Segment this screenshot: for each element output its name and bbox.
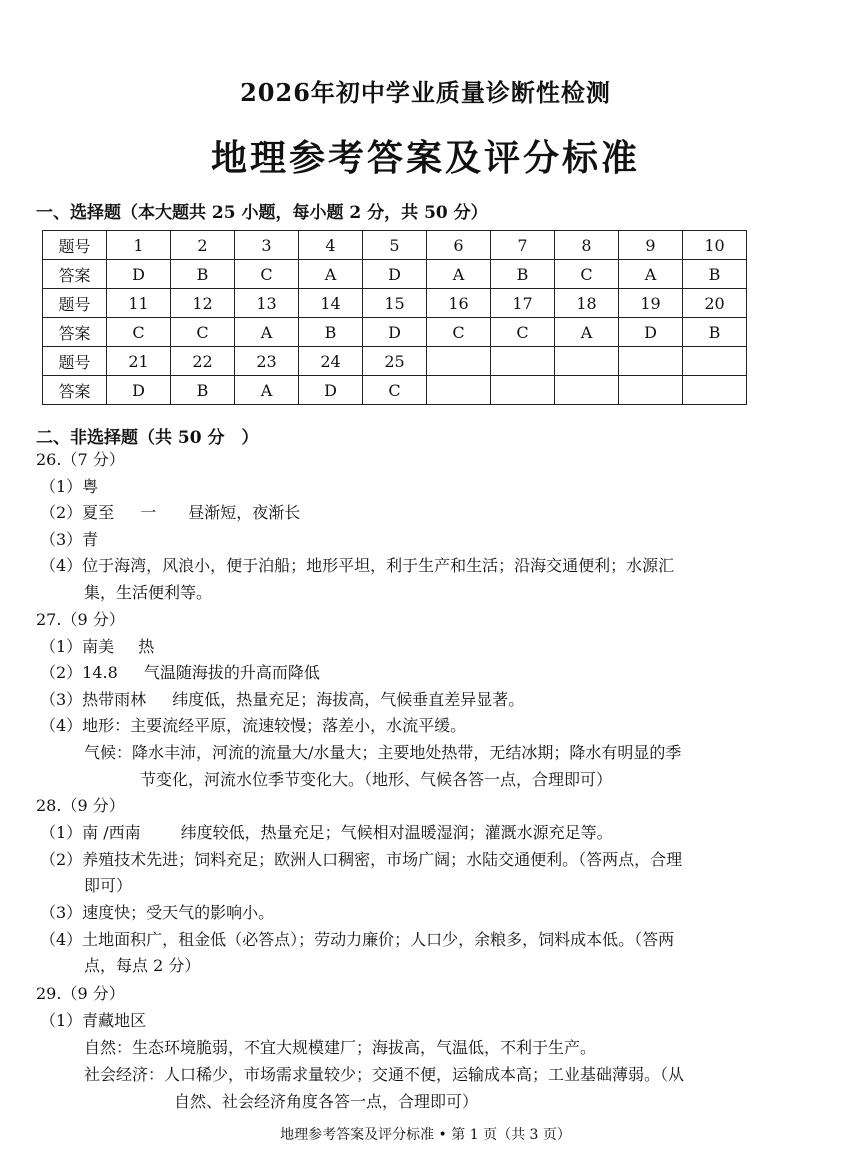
question-cell: 20 bbox=[683, 289, 747, 318]
question-cell: 2 bbox=[171, 231, 235, 260]
exam-title: 2026年初中学业质量诊断性检测 bbox=[240, 78, 611, 107]
answer-cell: B bbox=[491, 260, 555, 289]
answer-cell: C bbox=[171, 318, 235, 347]
answer-cell: A bbox=[555, 318, 619, 347]
question-cell: 14 bbox=[299, 289, 363, 318]
q27-answer-1-part-a: （1）南美 bbox=[40, 637, 115, 656]
question-cell: 19 bbox=[619, 289, 683, 318]
q26-answer-1: （1）粤 bbox=[40, 477, 99, 496]
q27-answer-4-line2: 气候：降水丰沛，河流的流量大/水量大；主要地处热带，无结冰期；降水有明显的季 bbox=[84, 743, 682, 762]
question-cell: 17 bbox=[491, 289, 555, 318]
question-row bbox=[43, 289, 747, 318]
question-cell bbox=[619, 347, 683, 376]
question-row bbox=[43, 231, 747, 260]
question-cell: 16 bbox=[427, 289, 491, 318]
question-cell: 21 bbox=[107, 347, 171, 376]
question-row bbox=[43, 347, 747, 376]
q28-answer-1-part-a: （1）南 /西南 bbox=[40, 823, 141, 842]
answer-cell bbox=[619, 376, 683, 405]
question-cell: 9 bbox=[619, 231, 683, 260]
answer-cell: A bbox=[235, 318, 299, 347]
q27-answer-1-part-b: 热 bbox=[138, 637, 155, 656]
q29-answer-1-social-line1: 社会经济：人口稀少，市场需求量较少；交通不便，运输成本高；工业基础薄弱。（从 bbox=[84, 1065, 685, 1084]
question-row-label: 题号 bbox=[43, 347, 107, 376]
question-cell: 10 bbox=[683, 231, 747, 260]
answer-row bbox=[43, 260, 747, 289]
answer-cell bbox=[427, 376, 491, 405]
answer-row bbox=[43, 376, 747, 405]
q28-answer-3: （3）速度快；受天气的影响小。 bbox=[40, 903, 275, 922]
question-cell: 25 bbox=[363, 347, 427, 376]
question-cell: 23 bbox=[235, 347, 299, 376]
answer-cell: D bbox=[299, 376, 363, 405]
q26-title: 26.（7 分） bbox=[36, 450, 125, 469]
section2-heading: 二、非选择题（共 50 分 ） bbox=[36, 428, 259, 448]
question-cell: 5 bbox=[363, 231, 427, 260]
question-cell: 15 bbox=[363, 289, 427, 318]
question-cell: 18 bbox=[555, 289, 619, 318]
q27-answer-2-part-a: （2）14.8 bbox=[40, 663, 118, 682]
q28-answer-1-part-b: 纬度较低，热量充足；气候相对温暖湿润；灌溉水源充足等。 bbox=[180, 823, 613, 842]
answer-row bbox=[43, 318, 747, 347]
q28-title: 28.（9 分） bbox=[36, 796, 125, 815]
q28-answer-1 bbox=[40, 820, 613, 846]
answer-cell: A bbox=[299, 260, 363, 289]
question-cell: 7 bbox=[491, 231, 555, 260]
q26-answer-3: （3）青 bbox=[40, 530, 99, 549]
question-cell: 3 bbox=[235, 231, 299, 260]
q29-title: 29.（9 分） bbox=[36, 984, 125, 1003]
question-cell: 24 bbox=[299, 347, 363, 376]
q28-answer-2-line2: 即可） bbox=[84, 876, 133, 895]
q27-title: 27.（9 分） bbox=[36, 610, 125, 629]
page-footer: 地理参考答案及评分标准 • 第 1 页（共 3 页） bbox=[280, 1127, 571, 1143]
question-cell: 13 bbox=[235, 289, 299, 318]
q29-answer-1: （1）青藏地区 bbox=[40, 1011, 147, 1030]
q29-answer-1-social-line2: 自然、社会经济角度各答一点，合理即可） bbox=[174, 1092, 479, 1111]
answer-cell: C bbox=[363, 376, 427, 405]
q28-answer-4-line1: （4）土地面积广，租金低（必答点）；劳动力廉价；人口少，余粮多，饲料成本低。（答两 bbox=[40, 930, 675, 949]
answer-cell: D bbox=[363, 318, 427, 347]
answer-cell: D bbox=[107, 376, 171, 405]
q26-answer-2-part-a: （2）夏至 bbox=[40, 503, 115, 522]
q28-answer-2-line1: （2）养殖技术先进；饲料充足；欧洲人口稠密，市场广阔；水陆交通便利。（答两点，合理 bbox=[40, 850, 683, 869]
q27-answer-3 bbox=[40, 687, 524, 713]
q26-answer-2-part-c: 昼渐短，夜渐长 bbox=[188, 503, 301, 522]
q27-answer-4-line1: （4）地形：主要流经平原，流速较慢；落差小，水流平缓。 bbox=[40, 716, 467, 735]
question-cell: 6 bbox=[427, 231, 491, 260]
answer-cell: C bbox=[107, 318, 171, 347]
q26-answer-4-line1: （4）位于海湾，风浪小，便于泊船；地形平坦，利于生产和生活；沿海交通便利；水源汇 bbox=[40, 556, 675, 575]
question-cell: 4 bbox=[299, 231, 363, 260]
answer-cell: D bbox=[107, 260, 171, 289]
question-cell bbox=[491, 347, 555, 376]
q29-answer-1-natural: 自然：生态环境脆弱，不宜大规模建厂；海拔高，气温低，不利于生产。 bbox=[84, 1038, 597, 1057]
q27-answer-1 bbox=[40, 634, 154, 660]
q27-answer-2-part-b: 气温随海拔的升高而降低 bbox=[143, 663, 320, 682]
answer-cell: C bbox=[555, 260, 619, 289]
answer-cell: C bbox=[491, 318, 555, 347]
answer-cell: D bbox=[619, 318, 683, 347]
answer-cell: B bbox=[171, 260, 235, 289]
answer-cell: B bbox=[171, 376, 235, 405]
answer-cell: B bbox=[683, 260, 747, 289]
q27-answer-2 bbox=[40, 660, 320, 686]
answer-cell bbox=[491, 376, 555, 405]
answer-cell: D bbox=[363, 260, 427, 289]
q28-answer-4-line2: 点，每点 2 分） bbox=[84, 956, 201, 975]
answer-cell: C bbox=[235, 260, 299, 289]
question-cell: 22 bbox=[171, 347, 235, 376]
main-title: 地理参考答案及评分标准 bbox=[210, 137, 640, 179]
answer-cell bbox=[683, 376, 747, 405]
question-row-label: 题号 bbox=[43, 289, 107, 318]
answer-cell: A bbox=[427, 260, 491, 289]
q27-answer-4-line3: 节变化，河流水位季节变化大。（地形、气候各答一点，合理即可） bbox=[140, 770, 613, 789]
answer-cell: B bbox=[683, 318, 747, 347]
q26-answer-4-line2: 集，生活便利等。 bbox=[84, 583, 213, 602]
answer-cell bbox=[555, 376, 619, 405]
question-cell bbox=[683, 347, 747, 376]
answer-cell: A bbox=[235, 376, 299, 405]
answer-row-label: 答案 bbox=[43, 318, 107, 347]
q27-answer-3-part-b: 纬度低，热量充足；海拔高，气候垂直差异显著。 bbox=[172, 690, 525, 709]
q26-answer-2 bbox=[40, 500, 300, 526]
question-cell: 12 bbox=[171, 289, 235, 318]
question-cell: 1 bbox=[107, 231, 171, 260]
question-cell: 8 bbox=[555, 231, 619, 260]
section1-heading: 一、选择题（本大题共 25 小题，每小题 2 分，共 50 分） bbox=[36, 203, 488, 223]
answer-table bbox=[42, 230, 747, 405]
q26-answer-2-part-b: 一 bbox=[140, 503, 157, 522]
question-cell: 11 bbox=[107, 289, 171, 318]
question-row-label: 题号 bbox=[43, 231, 107, 260]
q27-answer-3-part-a: （3）热带雨林 bbox=[40, 690, 147, 709]
answer-cell: B bbox=[299, 318, 363, 347]
question-cell bbox=[555, 347, 619, 376]
answer-row-label: 答案 bbox=[43, 260, 107, 289]
answer-cell: C bbox=[427, 318, 491, 347]
question-cell bbox=[427, 347, 491, 376]
answer-cell: A bbox=[619, 260, 683, 289]
answer-row-label: 答案 bbox=[43, 376, 107, 405]
